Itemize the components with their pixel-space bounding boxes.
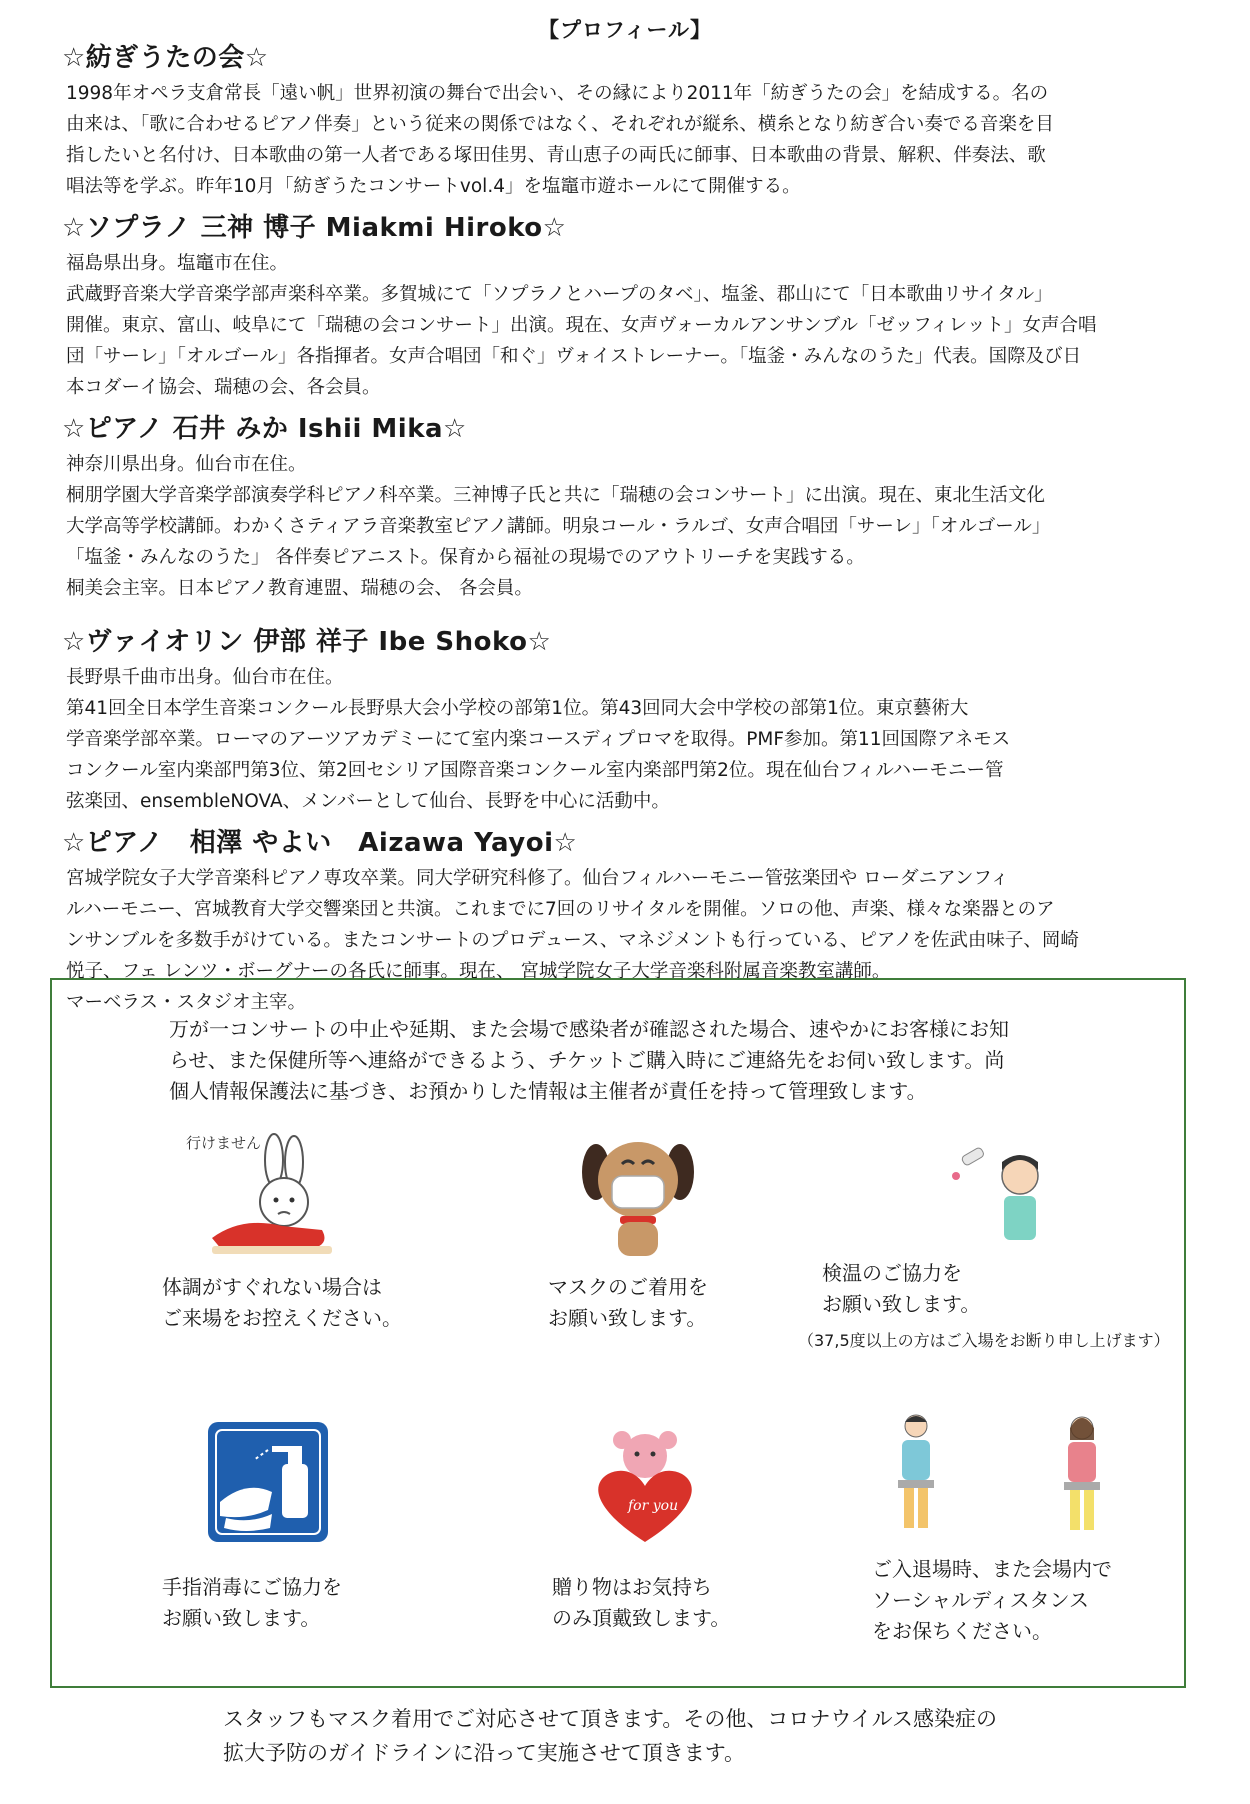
caption-line: ご来場をお控えください。 <box>162 1306 402 1330</box>
item-stay-home-if-sick <box>162 1130 442 1330</box>
profile-mikami <box>62 208 1212 403</box>
profile-ishii <box>62 409 1212 604</box>
caption-line: のみ頂戴致します。 <box>552 1606 731 1630</box>
caption-line: お願い致します。 <box>162 1606 321 1630</box>
profile-text-line: 由来は、「歌に合わせるピアノ伴奏」という従来の関係ではなく、それぞれが縦糸、横糸となり紡ぎ合い奏でる音楽を目 <box>66 114 1054 135</box>
heart-bear-gift-icon <box>588 1430 702 1550</box>
caption-line: をお保ちください。 <box>872 1619 1052 1643</box>
profile-text-line: ンサンブルを多数手がけている。またコンサートのプロデュース、マネジメントも行っている、ピアノを佐武由味子、岡崎 <box>66 930 1079 951</box>
covid-notice-box <box>50 978 1186 1688</box>
notice-line: 万が一コンサートの中止や延期、また会場で感染者が確認された場合、速やかにお客様にお知 <box>169 1017 1009 1041</box>
profile-name: ☆ピアノ 相澤 やよい Aizawa Yayoi☆ <box>62 828 578 858</box>
caption-line: ご入退場時、また会場内で <box>872 1557 1112 1581</box>
profile-tsumugiuta <box>62 38 1212 202</box>
profile-text-line: 第41回全日本学生音楽コンクール長野県大会小学校の部第1位。第43回同大会中学校の部第1位。東京藝術大 <box>66 698 969 719</box>
profile-name: ☆ヴァイオリン 伊部 祥子 Ibe Shoko☆ <box>62 627 552 657</box>
profile-text-line: 福島県出身。塩竈市在住。 <box>66 253 289 274</box>
profile-name: ☆ソプラノ 三神 博子 Miakmi Hiroko☆ <box>62 213 567 243</box>
profile-text-line: 1998年オペラ支倉常長「遠い帆」世界初演の舞台で出会い、その縁により2011年「紡ぎうたの会」を結成する。名の <box>66 83 1049 104</box>
footer-note <box>223 1702 1123 1770</box>
caption-line: ソーシャルディスタンス <box>872 1588 1089 1612</box>
page-heading: 【プロフィール】 <box>538 18 712 42</box>
notice-line: 個人情報保護法に基づき、お預かりした情報は主催者が責任を持って管理致します。 <box>169 1079 927 1103</box>
caption-line: マスクのご着用を <box>548 1275 708 1299</box>
profile-text-line: 武蔵野音楽大学音楽学部声楽科卒業。多賀城にて「ソプラノとハープのタベ」、塩釜、郡山にて「日本歌曲リサイタル」 <box>66 284 1053 305</box>
profile-text-line: コンクール室内楽部門第3位、第2回セシリア国際音楽コンクール室内楽部門第2位。現在仙台フィルハーモニー管 <box>66 760 1004 781</box>
item-hand-sanitize <box>162 1420 462 1650</box>
caption-line: 検温のご協力を <box>822 1261 962 1285</box>
profile-text-line: 開催。東京、富山、岐阜にて「瑞穂の会コンサート」出演。現在、女声ヴォーカルアンサンブル「ゼッフィレット」女声合唱 <box>66 315 1097 336</box>
thermometer-person-icon <box>942 1142 1062 1252</box>
profile-text-line: 指したいと名付け、日本歌曲の第一人者である塚田佳男、青山恵子の両氏に師事、日本歌曲の背景、解釈、伴奏法、歌 <box>66 145 1046 166</box>
caption-line: 贈り物はお気持ち <box>552 1575 712 1599</box>
caption-line: 体調がすぐれない場合は <box>162 1275 382 1299</box>
notice-text <box>169 1014 1149 1107</box>
profile-text-line: マーベラス・スタジオ主宰。 <box>66 992 306 1013</box>
sick-rabbit-icon <box>182 1130 352 1260</box>
profile-text-line: 宮城学院女子大学音楽科ピアノ専攻卒業。同大学研究科修了。仙台フィルハーモニー管弦楽団や ローダニアンフィ <box>66 868 1009 889</box>
profile-name: ☆ピアノ 石井 みか Ishii Mika☆ <box>62 414 467 444</box>
profile-text-line: 桐朋学園大学音楽学部演奏学科ピアノ科卒業。三神博子氏と共に「瑞穂の会コンサート」に出演。現在、東北生活文化 <box>66 485 1046 506</box>
item-temperature-check <box>752 1130 1182 1350</box>
profile-text-line: 桐美会主宰。日本ピアノ教育連盟、瑞穂の会、 各会員。 <box>66 578 533 599</box>
profile-text-line: 神奈川県出身。仙台市在住。 <box>66 454 307 475</box>
footer-line: スタッフもマスク着用でご対応させて頂きます。その他、コロナウイルス感染症の <box>223 1707 998 1731</box>
caption-line: お願い致します。 <box>548 1306 707 1330</box>
profile-name: ☆紡ぎうたの会☆ <box>62 43 269 73</box>
profile-text-line: 大学高等学校講師。わかくさティアラ音楽教室ピアノ講師。明泉コール・ラルゴ、女声合唱団「サーレ」「オルゴール」 <box>66 516 1051 537</box>
profile-text-line: 本コダーイ協会、瑞穂の会、各会員。 <box>66 377 381 398</box>
profile-list <box>62 38 1212 1024</box>
item-gift-policy <box>552 1420 812 1650</box>
profile-text-line: 学音楽学部卒業。ローマのアーツアカデミーにて室内楽コースディプロマを取得。PMF参加。第11回国際アネモス <box>66 729 1011 750</box>
social-distance-icon <box>882 1410 1122 1540</box>
profile-text-line: 唱法等を学ぶ。昨年10月「紡ぎうたコンサートvol.4」を塩竈市遊ホールにて開催する。 <box>66 176 801 197</box>
caption-line: 手指消毒にご協力を <box>162 1575 342 1599</box>
notice-line: らせ、また保健所等へ連絡ができるよう、チケットご購入時にご連絡先をお伺い致します。尚 <box>169 1048 1005 1072</box>
profile-text-line: 「塩釜・みんなのうた」 各伴奏ピアニスト。保育から福祉の現場でのアウトリーチを実践する。 <box>66 547 865 568</box>
temperature-note: （37,5度以上の方はご入場をお断り申し上げます） <box>798 1331 1170 1350</box>
illus-label: for you <box>628 1498 679 1514</box>
profile-text-line: 弦楽団、ensembleNOVA、メンバーとして仙台、長野を中心に活動中。 <box>66 791 670 812</box>
profile-text-line: ルハーモニー、宮城教育大学交響楽団と共演。これまでに7回のリサイタルを開催。ソロの他、声楽、様々な楽器とのア <box>66 899 1055 920</box>
illus-label: 行けません <box>186 1134 262 1152</box>
hand-sanitizer-icon <box>206 1420 330 1544</box>
profile-ibe <box>62 622 1212 817</box>
masked-dog-icon <box>578 1130 698 1258</box>
profile-text-line: 団「サーレ」「オルゴール」各指揮者。女声合唱団「和ぐ」ヴォイストレーナー。「塩釜・みんなのうた」代表。国際及び日 <box>66 346 1082 367</box>
profile-text-line: 長野県千曲市出身。仙台市在住。 <box>66 667 344 688</box>
item-social-distance <box>872 1410 1172 1660</box>
caption-line: お願い致します。 <box>822 1292 981 1316</box>
profile-text-line: 悦子、フェ レンツ・ボーグナーの各氏に師事。現在、 宮城学院女子大学音楽科附属音楽教室講師。 <box>66 961 891 982</box>
footer-line: 拡大予防のガイドラインに沿って実施させて頂きます。 <box>223 1741 746 1765</box>
